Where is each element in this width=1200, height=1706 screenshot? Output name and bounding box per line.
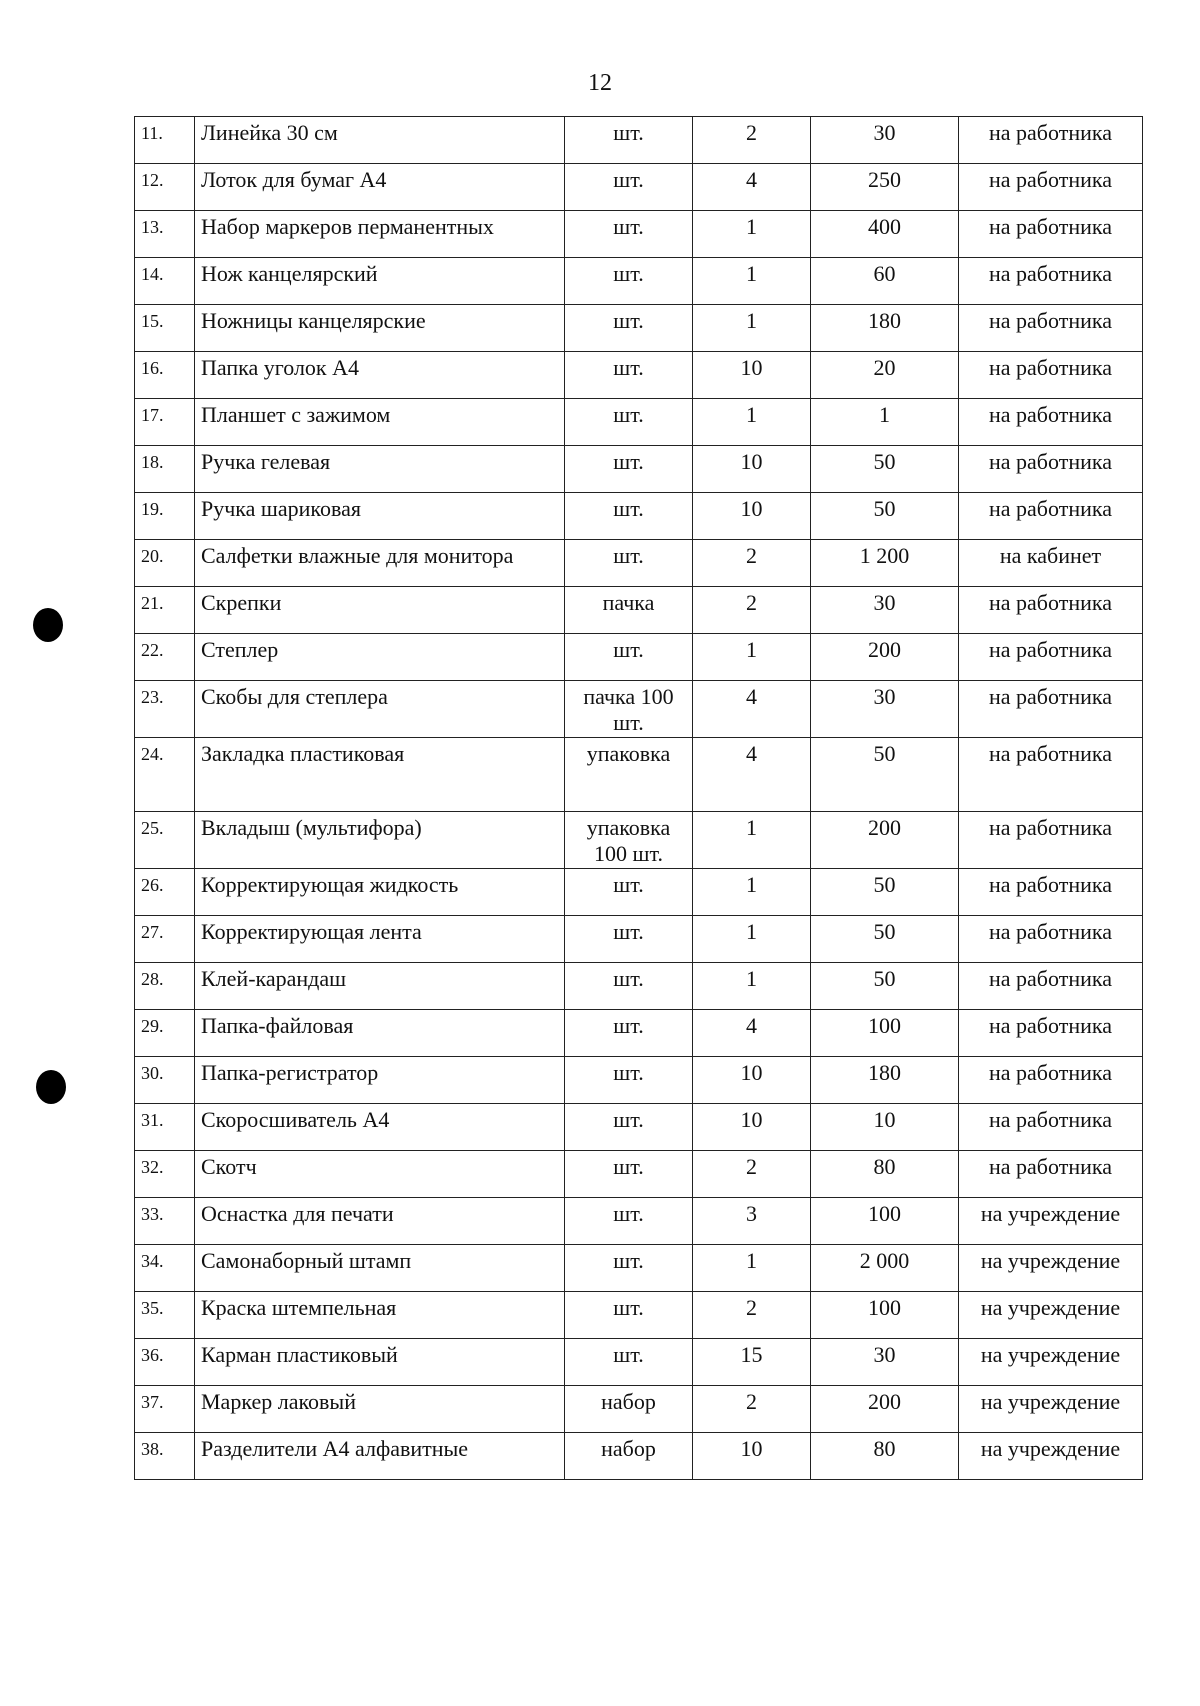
allocation-norm-cell: на работника [959, 1104, 1143, 1151]
quantity-cell: 15 [693, 1339, 811, 1386]
row-number-cell: 19. [135, 493, 195, 540]
row-number-cell: 36. [135, 1339, 195, 1386]
item-name-cell: Ручка шариковая [195, 493, 565, 540]
punch-hole-mark [36, 1070, 66, 1104]
table-row [135, 399, 1143, 446]
unit-of-measure-cell: шт. [565, 869, 693, 916]
quantity-cell: 1 [693, 634, 811, 681]
price-cell: 30 [811, 1339, 959, 1386]
item-name-cell: Закладка пластиковая [195, 738, 565, 812]
row-number-cell: 34. [135, 1245, 195, 1292]
table-row [135, 117, 1143, 164]
item-name-cell: Скоросшиватель А4 [195, 1104, 565, 1151]
unit-of-measure-cell: шт. [565, 446, 693, 493]
row-number-cell: 20. [135, 540, 195, 587]
allocation-norm-cell: на работника [959, 305, 1143, 352]
row-number-cell: 35. [135, 1292, 195, 1339]
price-cell: 250 [811, 164, 959, 211]
price-cell: 50 [811, 869, 959, 916]
quantity-cell: 4 [693, 681, 811, 738]
item-name-cell: Ножницы канцелярские [195, 305, 565, 352]
unit-of-measure-cell: пачка 100 шт. [565, 681, 693, 738]
allocation-norm-cell: на работника [959, 117, 1143, 164]
unit-of-measure-cell: шт. [565, 352, 693, 399]
quantity-cell: 3 [693, 1198, 811, 1245]
item-name-cell: Скобы для степлера [195, 681, 565, 738]
table-row [135, 1010, 1143, 1057]
quantity-cell: 1 [693, 211, 811, 258]
allocation-norm-cell: на работника [959, 869, 1143, 916]
price-cell: 200 [811, 634, 959, 681]
quantity-cell: 1 [693, 305, 811, 352]
item-name-cell: Нож канцелярский [195, 258, 565, 305]
quantity-cell: 4 [693, 164, 811, 211]
quantity-cell: 10 [693, 1104, 811, 1151]
row-number-cell: 25. [135, 812, 195, 869]
price-cell: 100 [811, 1010, 959, 1057]
row-number-cell: 23. [135, 681, 195, 738]
punch-hole-mark [33, 608, 63, 642]
unit-of-measure-cell: шт. [565, 963, 693, 1010]
row-number-cell: 27. [135, 916, 195, 963]
unit-of-measure-cell: набор [565, 1433, 693, 1480]
price-cell: 180 [811, 305, 959, 352]
price-cell: 80 [811, 1433, 959, 1480]
allocation-norm-cell: на работника [959, 1151, 1143, 1198]
quantity-cell: 10 [693, 493, 811, 540]
item-name-cell: Корректирующая жидкость [195, 869, 565, 916]
price-cell: 50 [811, 738, 959, 812]
item-name-cell: Планшет с зажимом [195, 399, 565, 446]
quantity-cell: 1 [693, 916, 811, 963]
quantity-cell: 1 [693, 869, 811, 916]
quantity-cell: 1 [693, 399, 811, 446]
price-cell: 2 000 [811, 1245, 959, 1292]
row-number-cell: 18. [135, 446, 195, 493]
unit-of-measure-cell: шт. [565, 916, 693, 963]
price-cell: 1 [811, 399, 959, 446]
table-row [135, 1339, 1143, 1386]
row-number-cell: 33. [135, 1198, 195, 1245]
allocation-norm-cell: на работника [959, 1010, 1143, 1057]
unit-of-measure-cell: шт. [565, 211, 693, 258]
table-row [135, 1198, 1143, 1245]
item-name-cell: Корректирующая лента [195, 916, 565, 963]
table-row [135, 352, 1143, 399]
unit-of-measure-cell: упаковка 100 шт. [565, 812, 693, 869]
unit-of-measure-cell: шт. [565, 164, 693, 211]
unit-of-measure-cell: шт. [565, 305, 693, 352]
price-cell: 20 [811, 352, 959, 399]
row-number-cell: 22. [135, 634, 195, 681]
row-number-cell: 26. [135, 869, 195, 916]
table-row [135, 587, 1143, 634]
quantity-cell: 2 [693, 117, 811, 164]
item-name-cell: Ручка гелевая [195, 446, 565, 493]
supplies-table-body [135, 117, 1143, 1480]
quantity-cell: 1 [693, 1245, 811, 1292]
unit-of-measure-cell: шт. [565, 1057, 693, 1104]
allocation-norm-cell: на работника [959, 963, 1143, 1010]
unit-of-measure-cell: шт. [565, 1292, 693, 1339]
price-cell: 50 [811, 446, 959, 493]
item-name-cell: Скрепки [195, 587, 565, 634]
item-name-cell: Линейка 30 см [195, 117, 565, 164]
row-number-cell: 16. [135, 352, 195, 399]
table-row [135, 634, 1143, 681]
unit-of-measure-cell: шт. [565, 1010, 693, 1057]
table-row [135, 812, 1143, 869]
row-number-cell: 32. [135, 1151, 195, 1198]
allocation-norm-cell: на работника [959, 258, 1143, 305]
unit-of-measure-cell: шт. [565, 399, 693, 446]
quantity-cell: 10 [693, 352, 811, 399]
unit-of-measure-cell: шт. [565, 634, 693, 681]
item-name-cell: Краска штемпельная [195, 1292, 565, 1339]
unit-of-measure-cell: шт. [565, 493, 693, 540]
allocation-norm-cell: на работника [959, 738, 1143, 812]
item-name-cell: Степлер [195, 634, 565, 681]
item-name-cell: Разделители А4 алфавитные [195, 1433, 565, 1480]
row-number-cell: 17. [135, 399, 195, 446]
quantity-cell: 2 [693, 587, 811, 634]
table-row [135, 916, 1143, 963]
allocation-norm-cell: на работника [959, 211, 1143, 258]
allocation-norm-cell: на работника [959, 634, 1143, 681]
table-row [135, 963, 1143, 1010]
table-row [135, 164, 1143, 211]
row-number-cell: 30. [135, 1057, 195, 1104]
item-name-cell: Скотч [195, 1151, 565, 1198]
row-number-cell: 13. [135, 211, 195, 258]
table-row [135, 305, 1143, 352]
row-number-cell: 15. [135, 305, 195, 352]
table-row [135, 446, 1143, 493]
allocation-norm-cell: на работника [959, 164, 1143, 211]
unit-of-measure-cell: шт. [565, 1198, 693, 1245]
row-number-cell: 21. [135, 587, 195, 634]
price-cell: 30 [811, 117, 959, 164]
row-number-cell: 28. [135, 963, 195, 1010]
unit-of-measure-cell: набор [565, 1386, 693, 1433]
quantity-cell: 4 [693, 1010, 811, 1057]
table-row [135, 1057, 1143, 1104]
item-name-cell: Оснастка для печати [195, 1198, 565, 1245]
supplies-table [134, 116, 1143, 1480]
table-row [135, 738, 1143, 812]
table-row [135, 1433, 1143, 1480]
page-number: 12 [588, 70, 612, 96]
price-cell: 200 [811, 1386, 959, 1433]
table-row [135, 1292, 1143, 1339]
row-number-cell: 24. [135, 738, 195, 812]
price-cell: 50 [811, 916, 959, 963]
row-number-cell: 38. [135, 1433, 195, 1480]
allocation-norm-cell: на учреждение [959, 1245, 1143, 1292]
item-name-cell: Клей-карандаш [195, 963, 565, 1010]
unit-of-measure-cell: шт. [565, 117, 693, 164]
allocation-norm-cell: на работника [959, 446, 1143, 493]
row-number-cell: 31. [135, 1104, 195, 1151]
price-cell: 80 [811, 1151, 959, 1198]
unit-of-measure-cell: шт. [565, 1339, 693, 1386]
item-name-cell: Карман пластиковый [195, 1339, 565, 1386]
allocation-norm-cell: на работника [959, 1057, 1143, 1104]
price-cell: 180 [811, 1057, 959, 1104]
item-name-cell: Салфетки влажные для монитора [195, 540, 565, 587]
price-cell: 1 200 [811, 540, 959, 587]
table-row [135, 258, 1143, 305]
row-number-cell: 11. [135, 117, 195, 164]
allocation-norm-cell: на учреждение [959, 1339, 1143, 1386]
row-number-cell: 29. [135, 1010, 195, 1057]
item-name-cell: Маркер лаковый [195, 1386, 565, 1433]
allocation-norm-cell: на учреждение [959, 1386, 1143, 1433]
allocation-norm-cell: на учреждение [959, 1292, 1143, 1339]
price-cell: 10 [811, 1104, 959, 1151]
table-row [135, 211, 1143, 258]
table-row [135, 1151, 1143, 1198]
unit-of-measure-cell: шт. [565, 1151, 693, 1198]
price-cell: 100 [811, 1292, 959, 1339]
item-name-cell: Папка-файловая [195, 1010, 565, 1057]
price-cell: 50 [811, 963, 959, 1010]
unit-of-measure-cell: шт. [565, 540, 693, 587]
price-cell: 50 [811, 493, 959, 540]
allocation-norm-cell: на кабинет [959, 540, 1143, 587]
table-row [135, 681, 1143, 738]
allocation-norm-cell: на работника [959, 587, 1143, 634]
table-row [135, 1386, 1143, 1433]
allocation-norm-cell: на работника [959, 916, 1143, 963]
allocation-norm-cell: на работника [959, 352, 1143, 399]
table-row [135, 493, 1143, 540]
price-cell: 100 [811, 1198, 959, 1245]
item-name-cell: Набор маркеров перманентных [195, 211, 565, 258]
allocation-norm-cell: на работника [959, 812, 1143, 869]
quantity-cell: 1 [693, 812, 811, 869]
quantity-cell: 2 [693, 1292, 811, 1339]
item-name-cell: Лоток для бумаг А4 [195, 164, 565, 211]
row-number-cell: 12. [135, 164, 195, 211]
quantity-cell: 1 [693, 258, 811, 305]
table-row [135, 1245, 1143, 1292]
table-row [135, 1104, 1143, 1151]
quantity-cell: 10 [693, 1433, 811, 1480]
row-number-cell: 37. [135, 1386, 195, 1433]
quantity-cell: 4 [693, 738, 811, 812]
allocation-norm-cell: на работника [959, 399, 1143, 446]
price-cell: 60 [811, 258, 959, 305]
quantity-cell: 2 [693, 1386, 811, 1433]
item-name-cell: Папка уголок А4 [195, 352, 565, 399]
row-number-cell: 14. [135, 258, 195, 305]
unit-of-measure-cell: упаковка [565, 738, 693, 812]
quantity-cell: 1 [693, 963, 811, 1010]
item-name-cell: Самонаборный штамп [195, 1245, 565, 1292]
price-cell: 200 [811, 812, 959, 869]
quantity-cell: 10 [693, 1057, 811, 1104]
allocation-norm-cell: на работника [959, 493, 1143, 540]
quantity-cell: 10 [693, 446, 811, 493]
table-row [135, 869, 1143, 916]
unit-of-measure-cell: шт. [565, 1245, 693, 1292]
price-cell: 400 [811, 211, 959, 258]
table-row [135, 540, 1143, 587]
allocation-norm-cell: на учреждение [959, 1433, 1143, 1480]
allocation-norm-cell: на работника [959, 681, 1143, 738]
unit-of-measure-cell: шт. [565, 1104, 693, 1151]
unit-of-measure-cell: шт. [565, 258, 693, 305]
price-cell: 30 [811, 681, 959, 738]
price-cell: 30 [811, 587, 959, 634]
quantity-cell: 2 [693, 1151, 811, 1198]
unit-of-measure-cell: пачка [565, 587, 693, 634]
quantity-cell: 2 [693, 540, 811, 587]
item-name-cell: Папка-регистратор [195, 1057, 565, 1104]
allocation-norm-cell: на учреждение [959, 1198, 1143, 1245]
item-name-cell: Вкладыш (мультифора) [195, 812, 565, 869]
